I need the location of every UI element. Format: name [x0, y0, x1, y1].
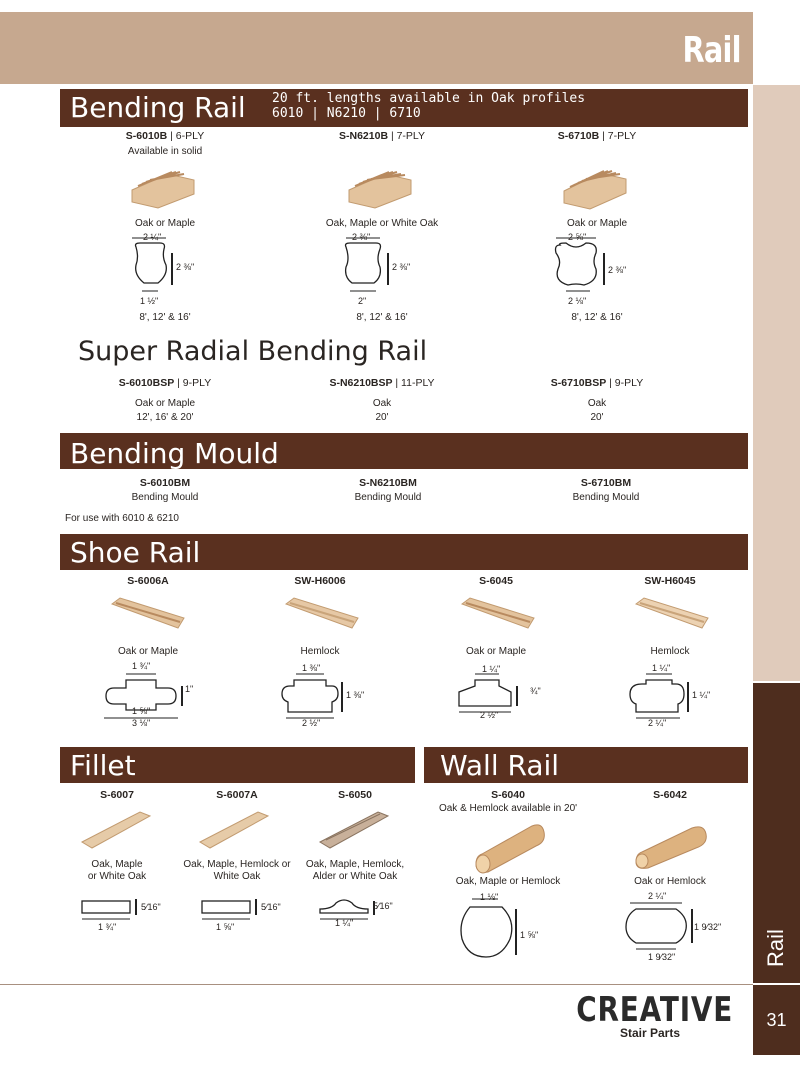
bending-rail-image — [128, 168, 200, 208]
product-sku: S-6710B | 7-PLY — [557, 130, 637, 142]
bending-rail-note-1: 20 ft. lengths available in Oak profiles — [272, 91, 586, 106]
shoe-rail-image — [458, 594, 538, 634]
product-sku: S-N6210B | 7-PLY — [339, 130, 425, 142]
dim-side: 2 ⅜" — [392, 262, 411, 272]
product-material: Oak, Maple or White Oak — [325, 218, 439, 229]
product-sku: S-6006A — [127, 575, 169, 587]
product-sku: S-6010B | 6-PLY — [125, 130, 205, 142]
profile-drawing — [622, 893, 702, 953]
page-number: 31 — [753, 985, 800, 1055]
product-sku: SW-H6045 — [644, 575, 696, 587]
dim-bottom: 1 ⅝" — [216, 922, 235, 932]
dim-bottom: 1 ¾" — [98, 922, 117, 932]
product-material: Oak, Maple or Hemlock — [455, 876, 561, 887]
fillet-image — [198, 808, 278, 853]
shoe-rail-heading: Shoe Rail — [70, 536, 201, 569]
fillet-image — [318, 808, 398, 853]
product-material: Hemlock — [300, 646, 340, 657]
dim-side: 1 9⁄32" — [694, 922, 722, 932]
product-material: Oak or Maple — [566, 218, 628, 229]
footer-divider — [0, 984, 753, 985]
shoe-rail-image — [632, 594, 712, 634]
dim-top: 2 ¼" — [143, 232, 162, 242]
dim-side: 2 ⅜" — [176, 262, 195, 272]
product-lengths: 20' — [375, 412, 389, 423]
fillet-banner — [60, 747, 415, 783]
dim-side: 5⁄16" — [261, 902, 281, 912]
wall-rail-heading: Wall Rail — [440, 749, 560, 782]
product-lengths: 8', 12' & 16' — [139, 312, 191, 323]
product-lengths: 8', 12' & 16' — [356, 312, 408, 323]
bending-rail-image — [560, 165, 632, 210]
fillet-image — [80, 808, 160, 853]
dim-top: 2 ⅜" — [352, 232, 371, 242]
side-panel-tan — [753, 85, 800, 681]
product-note: Available in solid — [127, 146, 203, 157]
product-sku: SW-H6006 — [294, 575, 346, 587]
product-material: Oak — [372, 398, 392, 409]
product-material: Oak or Maple — [117, 646, 179, 657]
header-bar — [0, 12, 753, 84]
dim-side: 5⁄16" — [373, 901, 393, 911]
product-lengths: 8', 12' & 16' — [571, 312, 623, 323]
dim-bottom: 2 ½" — [480, 710, 499, 720]
product-sku: S-6710BM — [580, 477, 632, 489]
profile-drawing — [200, 895, 270, 925]
shoe-rail-image — [108, 594, 188, 634]
bending-rail-image — [345, 168, 417, 208]
product-sku: S-6045 — [479, 575, 513, 587]
dim-side: 1 ⅜" — [346, 690, 365, 700]
dim-top: 1 ¾" — [132, 661, 151, 671]
product-sku: S-6042 — [653, 789, 687, 801]
profile-drawing — [458, 893, 538, 963]
bending-rail-heading: Bending Rail — [70, 91, 246, 124]
bending-rail-note-2: 6010 | N6210 | 6710 — [272, 106, 421, 121]
dim-bottom: 2 ⅛" — [568, 296, 587, 306]
super-radial-heading: Super Radial Bending Rail — [78, 336, 428, 367]
bending-mould-heading: Bending Mould — [70, 437, 279, 470]
dim-bottom: 1 ½" — [140, 296, 159, 306]
product-desc: Bending Mould — [572, 492, 640, 503]
dim-bottom: 2 ½" — [302, 718, 321, 728]
shoe-rail-banner — [60, 534, 748, 570]
product-sku: S-6040 — [491, 789, 525, 801]
product-material: Hemlock — [650, 646, 690, 657]
brand-logo — [560, 990, 740, 1040]
fillet-heading: Fillet — [70, 749, 136, 782]
page-title: Rail — [682, 30, 741, 71]
product-desc: Bending Mould — [354, 492, 422, 503]
dim-bottom: 1 9⁄32" — [648, 952, 676, 962]
dim-top: 2 ⅝" — [568, 232, 587, 242]
product-material: Oak or Maple — [465, 646, 527, 657]
dim-side: ¾" — [530, 686, 541, 696]
bending-mould-note: For use with 6010 & 6210 — [65, 513, 179, 524]
product-desc: Bending Mould — [131, 492, 199, 503]
dim-bottom: 2" — [358, 296, 367, 306]
product-material: Oak or Maple — [134, 398, 196, 409]
dim-bottom: 2 ¼" — [648, 718, 667, 728]
dim-top: 1 ¼" — [482, 664, 501, 674]
dim-bottom: 3 ⅛" — [132, 718, 151, 728]
brand-tagline: Stair Parts — [619, 1026, 681, 1040]
dim-top: 2 ¼" — [648, 891, 667, 901]
product-sku: S-N6210BM — [359, 477, 417, 489]
product-material: Oak — [587, 398, 607, 409]
product-sku: S-6007A — [216, 789, 258, 801]
product-material: Oak or Hemlock — [634, 876, 706, 887]
dim-side: 1 ⅝" — [520, 930, 539, 940]
wall-rail-image — [632, 818, 712, 873]
wall-rail-banner — [424, 747, 748, 783]
product-sku: S-6710BSP | 9-PLY — [550, 377, 644, 389]
product-sku: S-6010BSP | 9-PLY — [118, 377, 212, 389]
product-sku: S-6010BM — [139, 477, 191, 489]
product-lengths: 20' — [590, 412, 604, 423]
side-tab-label: Rail — [763, 929, 788, 967]
bending-rail-banner — [60, 89, 748, 127]
dim-mid: 1 ⅝" — [132, 706, 151, 716]
dim-top: 1 ⅛" — [480, 892, 499, 902]
dim-bottom: 1 ¼" — [335, 918, 354, 928]
product-lengths: 12', 16' & 20' — [136, 412, 194, 423]
dim-top: 1 ¼" — [652, 663, 671, 673]
bending-mould-banner — [60, 433, 748, 469]
product-material: Oak, Maple or White Oak — [87, 859, 147, 882]
product-sku: S-6050 — [338, 789, 372, 801]
dim-top: 1 ⅜" — [302, 663, 321, 673]
product-material: Oak or Maple — [134, 218, 196, 229]
product-material: Oak, Maple, Hemlock, Alder or White Oak — [305, 859, 405, 882]
profile-drawing — [80, 895, 150, 925]
dim-side: 5⁄16" — [141, 902, 161, 912]
brand-name: CREATIVE — [576, 990, 734, 1030]
product-sku: S-N6210BSP | 11-PLY — [329, 377, 435, 389]
product-note: Oak & Hemlock available in 20' — [438, 803, 578, 814]
product-sku: S-6007 — [100, 789, 134, 801]
product-material: Oak, Maple, Hemlock or White Oak — [183, 859, 291, 882]
dim-side: 2 ⅜" — [608, 265, 627, 275]
shoe-rail-image — [282, 594, 362, 634]
dim-side: 1 ¼" — [692, 690, 711, 700]
wall-rail-image — [470, 818, 550, 873]
dim-side: 1" — [185, 684, 194, 694]
